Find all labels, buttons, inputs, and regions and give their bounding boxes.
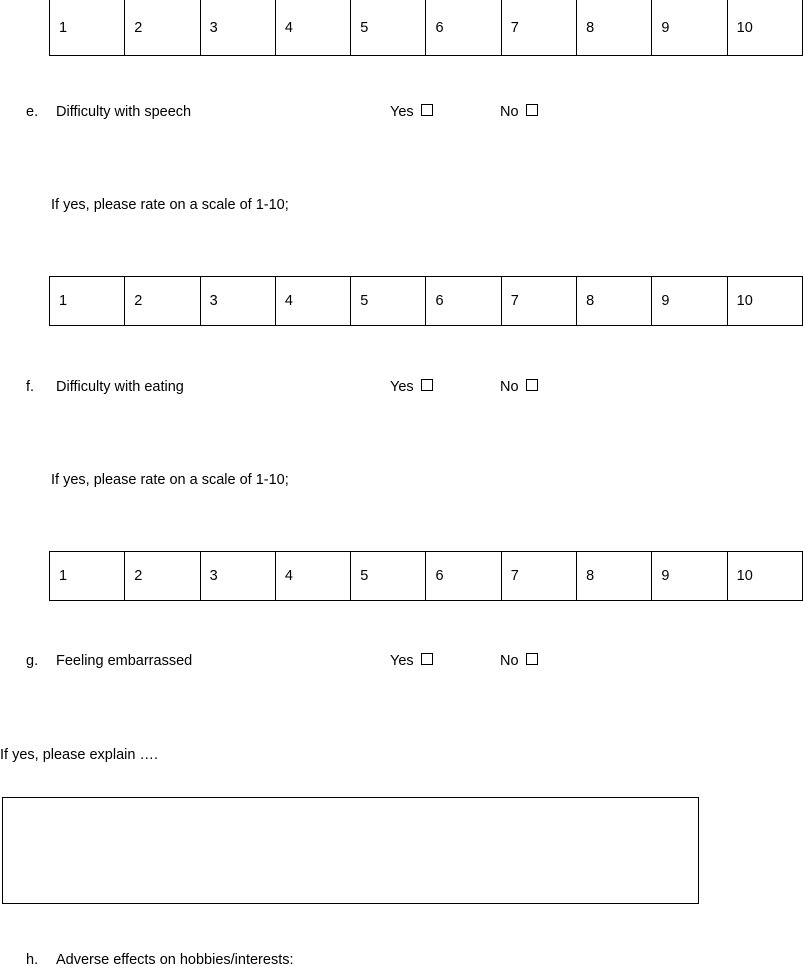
explain-prompt: If yes, please explain …. [0,747,158,763]
question-e-no-option[interactable] [500,104,538,120]
scale-cell-9[interactable]: 9 [652,552,727,601]
scale-cell-10[interactable]: 10 [727,277,802,326]
scale-cell-1[interactable]: 1 [50,0,125,56]
table-row[interactable] [50,0,803,56]
scale-cell-1[interactable]: 1 [50,277,125,326]
scale-cell-7[interactable]: 7 [501,277,576,326]
scale-cell-9[interactable]: 9 [652,277,727,326]
scale-cell-4[interactable]: 4 [275,277,350,326]
question-f-yes-option[interactable] [390,379,433,395]
rating-scale-f[interactable] [49,551,803,601]
scale-cell-3[interactable]: 3 [200,277,275,326]
question-g-row [0,653,704,673]
question-e-row [0,104,704,124]
question-e-yes-option[interactable] [390,104,433,120]
scale-cell-4[interactable]: 4 [275,552,350,601]
question-g-yes-option[interactable] [390,653,433,669]
question-f-rate-prompt: If yes, please rate on a scale of 1-10; [51,472,289,488]
rating-scale-table[interactable] [49,0,803,56]
table-row[interactable] [50,552,803,601]
rating-scale-top[interactable] [49,0,803,56]
question-e-letter: e. [26,104,39,120]
scale-cell-10[interactable]: 10 [727,552,802,601]
question-f-no-checkbox[interactable] [526,379,538,391]
rating-scale-table[interactable] [49,551,803,601]
question-f-letter: f. [26,379,35,395]
scale-cell-8[interactable]: 8 [577,552,652,601]
question-f-no-option[interactable] [500,379,538,395]
question-g-yes-label: Yes [390,653,414,669]
question-g-text: Feeling embarrassed [56,653,193,669]
question-f-row [0,379,704,399]
scale-cell-2[interactable]: 2 [125,552,200,601]
question-f-yes-label: Yes [390,379,414,395]
scale-cell-8[interactable]: 8 [577,277,652,326]
scale-cell-6[interactable]: 6 [426,0,501,56]
question-e-text: Difficulty with speech [56,104,192,120]
question-h-letter: h. [26,952,39,968]
question-h-text: Adverse effects on hobbies/interests: [56,952,294,968]
question-g-letter: g. [26,653,39,669]
scale-cell-7[interactable]: 7 [501,552,576,601]
scale-cell-7[interactable]: 7 [501,0,576,56]
question-e-no-checkbox[interactable] [526,104,538,116]
scale-cell-9[interactable]: 9 [652,0,727,56]
scale-cell-3[interactable]: 3 [200,0,275,56]
scale-cell-3[interactable]: 3 [200,552,275,601]
question-e-yes-label: Yes [390,104,414,120]
question-g-no-option[interactable] [500,653,538,669]
scale-cell-1[interactable]: 1 [50,552,125,601]
question-f-yes-checkbox[interactable] [421,379,433,391]
question-e-rate-prompt: If yes, please rate on a scale of 1-10; [51,197,289,213]
question-g-no-checkbox[interactable] [526,653,538,665]
scale-cell-5[interactable]: 5 [351,0,426,56]
scale-cell-10[interactable]: 10 [727,0,802,56]
scale-cell-4[interactable]: 4 [275,0,350,56]
rating-scale-table[interactable] [49,276,803,326]
question-e-no-label: No [500,104,519,120]
scale-cell-5[interactable]: 5 [351,277,426,326]
question-g-yes-checkbox[interactable] [421,653,433,665]
question-f-no-label: No [500,379,519,395]
explanation-textbox[interactable] [2,797,699,904]
table-row[interactable] [50,277,803,326]
question-e-yes-checkbox[interactable] [421,104,433,116]
rating-scale-e[interactable] [49,276,803,326]
scale-cell-2[interactable]: 2 [125,277,200,326]
scale-cell-6[interactable]: 6 [426,277,501,326]
scale-cell-6[interactable]: 6 [426,552,501,601]
question-f-text: Difficulty with eating [56,379,184,395]
scale-cell-2[interactable]: 2 [125,0,200,56]
scale-cell-8[interactable]: 8 [577,0,652,56]
scale-cell-5[interactable]: 5 [351,552,426,601]
question-g-no-label: No [500,653,519,669]
question-h-row [0,952,704,972]
